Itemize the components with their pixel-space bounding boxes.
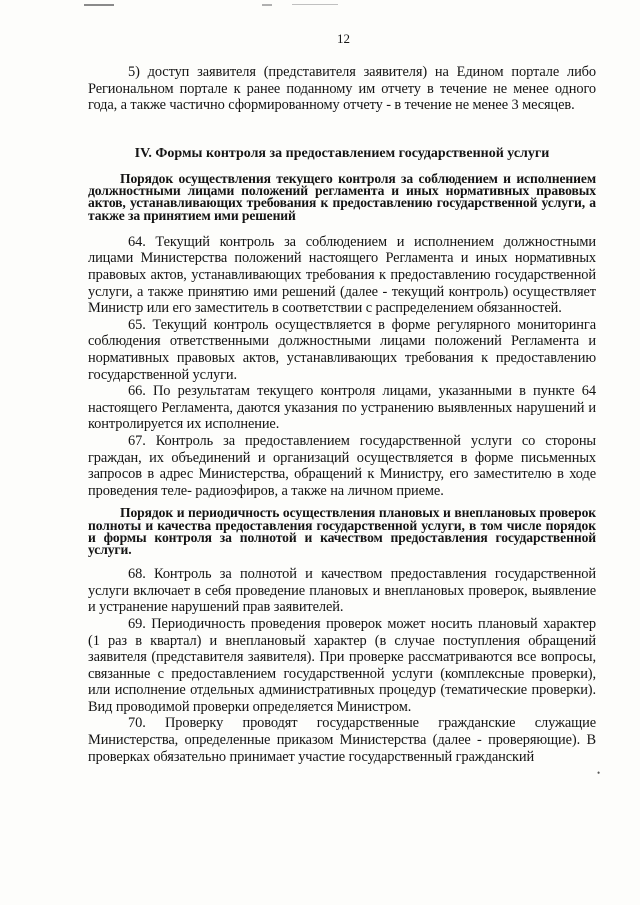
paragraph-5: 5) доступ заявителя (представителя заявителя) на Едином портале либо Региональном портале к ранее поданному им отчету в течение не менее одного года, а также частично сформированному отчету - в течение не менее 3 месяцев. [88, 64, 596, 114]
scan-artifact-center [262, 4, 272, 6]
paragraph-70: 70. Проверку проводят государственные гражданские служащие Министерства, определенные приказом Министерства (далее - проверяющие). В проверках обязательно принимает участие государственный гражданский [88, 715, 596, 765]
paragraph-69: 69. Периодичность проведения проверок может носить плановый характер (1 раз в квартал) и внеплановый характер (в случае поступления обращений заявителя (представителя заявителя). При проверке рассматриваются все вопросы, связанные с предоставлением государственной услуги (комплексные проверки), или исполнение отдельных административных процедур (тематические проверки). Вид проводимой проверки определяется Министром. [88, 615, 596, 715]
page-number: 12 [337, 31, 350, 46]
scan-artifact-right [292, 4, 338, 5]
paragraph-68: 68. Контроль за полнотой и качеством предоставления государственной услуги включает в себя проведение плановых и внеплановых проверок, выявление и устранение нарушений прав заявителей. [88, 566, 596, 616]
heading-current-control: Порядок осуществления текущего контроля за соблюдением и исполнением должностными лицами положений регламента и иных нормативных правовых актов, устанавливающих требования к предоставлению государственной услуги, а также за принятием ими решений [88, 171, 596, 223]
scan-artifact-left [84, 4, 114, 6]
text-block-main [88, 173, 596, 765]
text-block-top [88, 64, 596, 114]
section-title: IV. Формы контроля за предоставлением государственной услуги [134, 146, 550, 161]
paragraph-67: 67. Контроль за предоставлением государственной услуги со стороны граждан, их объединений и организаций осуществляется в форме письменных запросов в адрес Министерства, обращений к Министру, его заместителю в ходе проведения теле- радиоэфиров, а также на личном приеме. [88, 432, 596, 499]
scan-dot: • [597, 768, 601, 778]
paragraph-65: 65. Текущий контроль осуществляется в форме регулярного мониторинга соблюдения ответственными должностными лицами положений Регламента и нормативных правовых актов, устанавливающих требования к предоставлению государственной услуги. [88, 316, 596, 383]
paragraph-66: 66. По результатам текущего контроля лицами, указанными в пункте 64 настоящего Регламента, даются указания по устранению выявленных нарушений и контролируется их исполнение. [88, 383, 596, 433]
heading-inspections: Порядок и периодичность осуществления плановых и внеплановых проверок полноты и качества предоставления государственной услуги, в том числе порядок и формы контроля за полнотой и качеством предоставления государственной услуги. [88, 505, 596, 557]
paragraph-64: 64. Текущий контроль за соблюдением и исполнением должностными лицами Министерства положений настоящего Регламента и иных нормативных правовых актов, устанавливающих требования к предоставлению государственной услуги, а также принятию ими решений (далее - текущий контроль) осуществляет Министр или его заместитель в соответствии с распределением обязанностей. [88, 233, 596, 317]
